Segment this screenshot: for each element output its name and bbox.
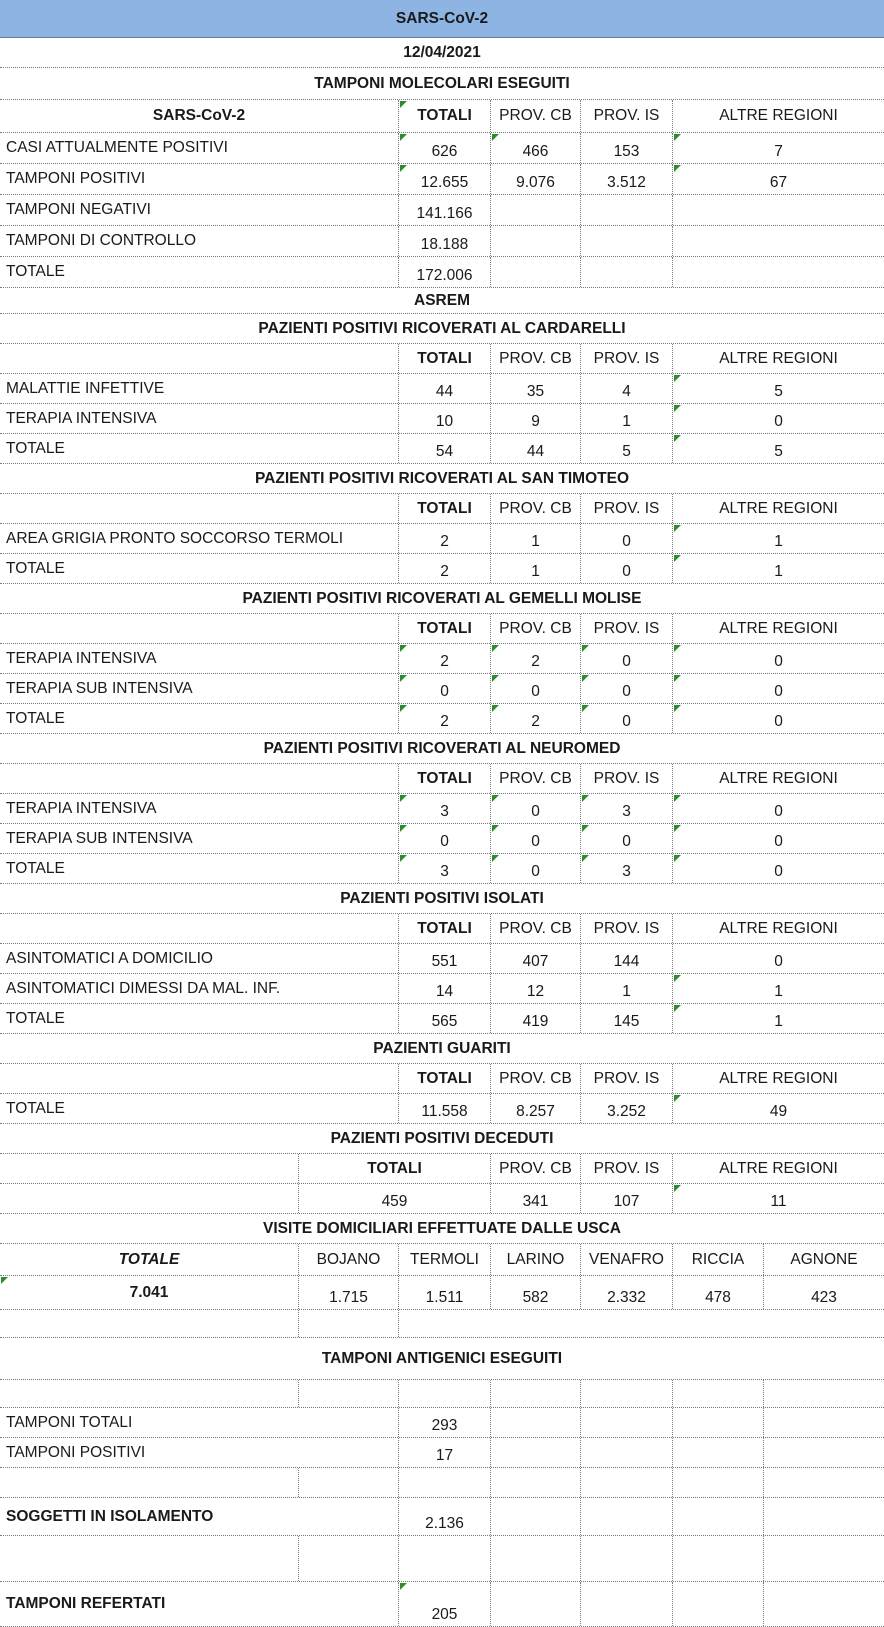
value-prov-is[interactable]: 0 xyxy=(580,554,672,583)
blank-cell[interactable] xyxy=(490,1380,580,1407)
value-totali[interactable]: 551 xyxy=(398,944,490,973)
column-header-row xyxy=(0,100,884,133)
header-prov-cb[interactable]: PROV. CB xyxy=(490,344,580,373)
title-row xyxy=(0,0,884,38)
section-neuromed-row xyxy=(0,734,884,764)
blank-cell[interactable] xyxy=(0,1536,298,1581)
blank-cell[interactable] xyxy=(763,1438,884,1467)
column-header-row xyxy=(0,614,884,644)
value-prov-cb[interactable]: 8.257 xyxy=(490,1094,580,1123)
empty-row xyxy=(0,1310,884,1338)
data-row xyxy=(0,404,884,434)
blank-cell[interactable] xyxy=(0,1184,298,1213)
value-altre-regioni[interactable]: 5 xyxy=(672,374,884,403)
data-row xyxy=(0,644,884,674)
section-isolati[interactable]: PAZIENTI POSITIVI ISOLATI xyxy=(340,889,544,907)
blank-cell[interactable] xyxy=(763,1582,884,1626)
header-altre-regioni[interactable]: ALTRE REGIONI xyxy=(672,1154,884,1183)
value-prov-is[interactable]: 144 xyxy=(580,944,672,973)
value-totali[interactable]: 11.558 xyxy=(398,1094,490,1123)
value-prov-is[interactable]: 5 xyxy=(580,434,672,463)
empty-row xyxy=(0,1536,884,1582)
value-altre-regioni[interactable]: 0 xyxy=(672,404,884,433)
blank-cell[interactable] xyxy=(580,1438,672,1467)
header-totali[interactable]: TOTALI xyxy=(398,344,490,373)
value-totali[interactable]: 54 xyxy=(398,434,490,463)
blank-cell[interactable] xyxy=(0,764,398,793)
value-altre-regioni[interactable]: 0 xyxy=(672,644,884,673)
usca-value-riccia[interactable]: 478 xyxy=(672,1276,763,1309)
usca-totale-label[interactable]: TOTALE xyxy=(118,1250,180,1268)
header-totali[interactable]: TOTALI xyxy=(398,914,490,943)
value-prov-is[interactable]: 3 xyxy=(580,794,672,823)
row-label[interactable]: TAMPONI POSITIVI xyxy=(6,170,146,187)
blank-cell[interactable] xyxy=(0,1380,298,1407)
value-prov-is[interactable]: 4 xyxy=(580,374,672,403)
value-prov-cb[interactable]: 0 xyxy=(490,794,580,823)
value-altre-regioni[interactable] xyxy=(672,195,884,225)
value-prov-is[interactable] xyxy=(580,226,672,256)
blank-cell[interactable] xyxy=(763,1468,884,1497)
row-label[interactable]: ASINTOMATICI A DOMICILIO xyxy=(6,949,213,967)
header-prov-cb[interactable]: PROV. CB xyxy=(490,614,580,643)
value-altre-regioni[interactable]: 0 xyxy=(672,854,884,883)
section-usca-row xyxy=(0,1214,884,1244)
header-totali[interactable]: TOTALI xyxy=(398,494,490,523)
usca-value-bojano[interactable]: 1.715 xyxy=(298,1276,398,1309)
usca-header-row xyxy=(0,1244,884,1276)
blank-cell[interactable] xyxy=(0,1154,298,1183)
row-label[interactable]: TOTALE xyxy=(6,559,65,577)
header-prov-cb[interactable]: PROV. CB xyxy=(490,914,580,943)
section-deceduti-row xyxy=(0,1124,884,1154)
value-altre-regioni[interactable] xyxy=(672,257,884,287)
blank-cell[interactable] xyxy=(490,1408,580,1437)
blank-cell[interactable] xyxy=(580,1408,672,1437)
value-altre-regioni[interactable] xyxy=(672,226,884,256)
value-altre-regioni[interactable]: 0 xyxy=(672,824,884,853)
empty-row-value[interactable] xyxy=(398,1468,490,1497)
section-deceduti[interactable]: PAZIENTI POSITIVI DECEDUTI xyxy=(330,1129,554,1147)
data-row xyxy=(0,854,884,884)
column-header-row xyxy=(0,1154,884,1184)
header-totali[interactable]: TOTALI xyxy=(398,100,490,132)
value-prov-is[interactable]: 1 xyxy=(580,974,672,1003)
blank-cell[interactable] xyxy=(490,1582,580,1626)
value-totali[interactable]: 3 xyxy=(398,854,490,883)
data-row xyxy=(0,226,884,257)
data-row xyxy=(0,824,884,854)
blank-cell[interactable] xyxy=(763,1380,884,1407)
blank-cell[interactable] xyxy=(298,1536,398,1581)
data-row xyxy=(0,1184,884,1214)
usca-place-riccia[interactable]: RICCIA xyxy=(672,1244,763,1275)
refertati-row-value[interactable]: 205 xyxy=(398,1582,490,1626)
value-altre-regioni[interactable]: 1 xyxy=(672,974,884,1003)
row-label[interactable]: TERAPIA INTENSIVA xyxy=(6,649,157,667)
tamponi-positivi-row xyxy=(0,1438,884,1468)
value-prov-is[interactable]: 0 xyxy=(580,674,672,703)
blank-cell[interactable] xyxy=(672,1438,763,1467)
blank-cell[interactable] xyxy=(763,1408,884,1437)
usca-place-termoli[interactable]: TERMOLI xyxy=(398,1244,490,1275)
header-altre-regioni[interactable]: ALTRE REGIONI xyxy=(672,344,884,373)
header-prov-cb[interactable]: PROV. CB xyxy=(490,1154,580,1183)
data-row xyxy=(0,794,884,824)
header-prov-is[interactable]: PROV. IS xyxy=(580,494,672,523)
value-totali[interactable]: 2 xyxy=(398,704,490,733)
value-prov-cb[interactable]: 407 xyxy=(490,944,580,973)
section-guariti-row xyxy=(0,1034,884,1064)
usca-value-agnone[interactable]: 423 xyxy=(763,1276,884,1309)
header-totali[interactable]: TOTALI xyxy=(398,764,490,793)
blank-cell[interactable] xyxy=(0,344,398,373)
blank-cell[interactable] xyxy=(0,914,398,943)
value-totali[interactable]: 2 xyxy=(398,554,490,583)
data-row xyxy=(0,554,884,584)
value-prov-is[interactable]: 0 xyxy=(580,824,672,853)
value-totali[interactable]: 0 xyxy=(398,674,490,703)
header-prov-is[interactable]: PROV. IS xyxy=(580,100,672,132)
header-altre-regioni[interactable]: ALTRE REGIONI xyxy=(672,614,884,643)
value-totali[interactable]: 2 xyxy=(398,524,490,553)
section-molecolari-row xyxy=(0,68,884,100)
blank-cell[interactable] xyxy=(0,614,398,643)
data-row xyxy=(0,164,884,195)
blank-cell[interactable] xyxy=(580,1468,672,1497)
row-label[interactable]: TERAPIA SUB INTENSIVA xyxy=(6,829,193,847)
blank-cell[interactable] xyxy=(398,1310,490,1337)
row-label[interactable]: TOTALE xyxy=(6,263,65,280)
value-totali[interactable]: 44 xyxy=(398,374,490,403)
tamponi-totali-row xyxy=(0,1408,884,1438)
header-prov-cb[interactable]: PROV. CB xyxy=(490,1064,580,1093)
blank-cell[interactable] xyxy=(298,1380,398,1407)
value-altre-regioni[interactable]: 0 xyxy=(672,944,884,973)
data-row xyxy=(0,974,884,1004)
data-row xyxy=(0,133,884,164)
section-gemelli-molise-row xyxy=(0,584,884,614)
usca-place-bojano[interactable]: BOJANO xyxy=(298,1244,398,1275)
column-header-row xyxy=(0,764,884,794)
section-cardarelli[interactable]: PAZIENTI POSITIVI RICOVERATI AL CARDARELLI xyxy=(258,319,626,337)
section-molecolari[interactable]: TAMPONI MOLECOLARI ESEGUITI xyxy=(314,74,570,92)
value-prov-cb[interactable]: 44 xyxy=(490,434,580,463)
data-row xyxy=(0,524,884,554)
column-header-row xyxy=(0,1064,884,1094)
blank-cell[interactable] xyxy=(672,1498,763,1535)
section-san-timoteo-row xyxy=(0,464,884,494)
blank-cell[interactable] xyxy=(672,1536,763,1581)
sheet-title[interactable]: SARS-CoV-2 xyxy=(395,9,489,27)
row-label[interactable]: ASINTOMATICI DIMESSI DA MAL. INF. xyxy=(6,979,281,997)
data-row xyxy=(0,257,884,288)
blank-cell[interactable] xyxy=(580,1380,672,1407)
value-prov-cb[interactable]: 12 xyxy=(490,974,580,1003)
value-prov-cb[interactable] xyxy=(490,195,580,225)
tamponi-totali-row-value[interactable]: 293 xyxy=(398,1408,490,1437)
header-prov-cb[interactable]: PROV. CB xyxy=(490,494,580,523)
tamponi-positivi-row-value[interactable]: 17 xyxy=(398,1438,490,1467)
blank-cell[interactable] xyxy=(490,1438,580,1467)
blank-cell[interactable] xyxy=(490,1536,580,1581)
empty-row xyxy=(0,1468,884,1498)
value-prov-is[interactable] xyxy=(580,257,672,287)
data-row xyxy=(0,1004,884,1034)
row-label[interactable]: TOTALE xyxy=(6,1009,65,1027)
row-label[interactable]: TERAPIA INTENSIVA xyxy=(6,799,157,817)
header-prov-is[interactable]: PROV. IS xyxy=(580,914,672,943)
blank-cell[interactable] xyxy=(0,1468,298,1497)
value-prov-is[interactable]: 153 xyxy=(580,133,672,163)
data-row xyxy=(0,674,884,704)
value-totali[interactable]: 626 xyxy=(398,133,490,163)
value-totali[interactable]: 141.166 xyxy=(398,195,490,225)
value-prov-cb[interactable]: 0 xyxy=(490,674,580,703)
row-label[interactable]: TOTALE xyxy=(6,859,65,877)
column-header-row xyxy=(0,914,884,944)
row-label[interactable]: TAMPONI NEGATIVI xyxy=(6,201,151,218)
column-header-row xyxy=(0,494,884,524)
value-altre-regioni[interactable]: 11 xyxy=(672,1184,884,1213)
header-prov-cb[interactable]: PROV. CB xyxy=(490,764,580,793)
value-prov-is[interactable] xyxy=(580,195,672,225)
value-prov-cb[interactable] xyxy=(490,257,580,287)
column-header-row xyxy=(0,344,884,374)
value-altre-regioni[interactable]: 1 xyxy=(672,554,884,583)
blank-cell[interactable] xyxy=(672,1468,763,1497)
value-prov-cb[interactable]: 35 xyxy=(490,374,580,403)
blank-cell[interactable] xyxy=(580,1498,672,1535)
value-prov-cb[interactable]: 9.076 xyxy=(490,164,580,194)
value-prov-is[interactable]: 1 xyxy=(580,404,672,433)
value-prov-cb[interactable]: 419 xyxy=(490,1004,580,1033)
value-altre-regioni[interactable]: 49 xyxy=(672,1094,884,1123)
section-neuromed[interactable]: PAZIENTI POSITIVI RICOVERATI AL NEUROMED xyxy=(263,739,621,757)
row-label[interactable]: TOTALE xyxy=(6,439,65,457)
header-prov-cb[interactable]: PROV. CB xyxy=(490,100,580,132)
blank-cell[interactable] xyxy=(672,1582,763,1626)
row-label[interactable]: CASI ATTUALMENTE POSITIVI xyxy=(6,139,228,156)
row-label[interactable]: MALATTIE INFETTIVE xyxy=(6,379,165,397)
usca-value-larino[interactable]: 582 xyxy=(490,1276,580,1309)
section-antigenici-row xyxy=(0,1338,884,1380)
section-usca[interactable]: VISITE DOMICILIARI EFFETTUATE DALLE USCA xyxy=(263,1219,621,1237)
header-prov-is[interactable]: PROV. IS xyxy=(580,1154,672,1183)
refertati-row xyxy=(0,1582,884,1627)
section-isolati-row xyxy=(0,884,884,914)
value-prov-cb[interactable]: 1 xyxy=(490,554,580,583)
value-prov-cb[interactable]: 2 xyxy=(490,644,580,673)
value-prov-is[interactable]: 3.252 xyxy=(580,1094,672,1123)
value-prov-cb[interactable]: 341 xyxy=(490,1184,580,1213)
value-totali[interactable]: 3 xyxy=(398,794,490,823)
empty-row-value[interactable] xyxy=(398,1380,490,1407)
header-totali[interactable]: TOTALI xyxy=(298,1154,490,1183)
data-row xyxy=(0,374,884,404)
value-totali[interactable]: 565 xyxy=(398,1004,490,1033)
blank-cell[interactable] xyxy=(672,1380,763,1407)
header-prov-is[interactable]: PROV. IS xyxy=(580,344,672,373)
blank-cell[interactable] xyxy=(763,1498,884,1535)
value-prov-cb[interactable]: 2 xyxy=(490,704,580,733)
blank-cell[interactable] xyxy=(763,1536,884,1581)
row-label[interactable]: TOTALE xyxy=(6,709,65,727)
row-label[interactable]: TOTALE xyxy=(6,1099,65,1117)
value-prov-is[interactable]: 3.512 xyxy=(580,164,672,194)
value-totali[interactable]: 172.006 xyxy=(398,257,490,287)
usca-place-agnone[interactable]: AGNONE xyxy=(763,1244,884,1275)
value-prov-cb[interactable]: 0 xyxy=(490,854,580,883)
value-totali[interactable]: 0 xyxy=(398,824,490,853)
usca-place-venafro[interactable]: VENAFRO xyxy=(580,1244,672,1275)
usca-value-termoli[interactable]: 1.511 xyxy=(398,1276,490,1309)
header-totali[interactable]: TOTALI xyxy=(398,614,490,643)
blank-cell[interactable] xyxy=(580,1582,672,1626)
blank-cell[interactable] xyxy=(672,1408,763,1437)
asrem-label[interactable]: ASREM xyxy=(414,291,470,309)
blank-cell[interactable] xyxy=(580,1536,672,1581)
data-row xyxy=(0,944,884,974)
usca-total-value[interactable]: 7.041 xyxy=(0,1276,298,1309)
section-san-timoteo[interactable]: PAZIENTI POSITIVI RICOVERATI AL SAN TIMOTEO xyxy=(254,469,630,487)
value-altre-regioni[interactable]: 7 xyxy=(672,133,884,163)
value-prov-is[interactable]: 145 xyxy=(580,1004,672,1033)
refertati-row-label[interactable]: TAMPONI REFERTATI xyxy=(6,1595,166,1612)
row-label[interactable]: TERAPIA SUB INTENSIVA xyxy=(6,679,193,697)
blank-cell[interactable] xyxy=(0,494,398,523)
header-prov-is[interactable]: PROV. IS xyxy=(580,1064,672,1093)
empty-row-value[interactable] xyxy=(398,1536,490,1581)
tamponi-totali-row-label[interactable]: TAMPONI TOTALI xyxy=(6,1413,133,1431)
data-row xyxy=(0,1094,884,1124)
row-label[interactable]: TERAPIA INTENSIVA xyxy=(6,409,157,427)
isolamento-row-value[interactable]: 2.136 xyxy=(398,1498,490,1535)
section-guariti[interactable]: PAZIENTI GUARITI xyxy=(373,1039,511,1057)
data-row xyxy=(0,704,884,734)
value-altre-regioni[interactable]: 0 xyxy=(672,674,884,703)
blank-cell[interactable] xyxy=(298,1310,398,1337)
row-label[interactable]: AREA GRIGIA PRONTO SOCCORSO TERMOLI xyxy=(6,529,344,547)
row-label[interactable]: TAMPONI DI CONTROLLO xyxy=(6,232,197,249)
isolamento-row xyxy=(0,1498,884,1536)
header-altre-regioni[interactable]: ALTRE REGIONI xyxy=(672,100,884,132)
blank-cell[interactable] xyxy=(490,1498,580,1535)
value-prov-is[interactable]: 107 xyxy=(580,1184,672,1213)
section-cardarelli-row xyxy=(0,314,884,344)
header-totali[interactable]: TOTALI xyxy=(398,1064,490,1093)
header-prov-is[interactable]: PROV. IS xyxy=(580,764,672,793)
value-totali[interactable]: 2 xyxy=(398,644,490,673)
value-altre-regioni[interactable]: 5 xyxy=(672,434,884,463)
value-totali[interactable]: 12.655 xyxy=(398,164,490,194)
header-sars[interactable]: SARS-CoV-2 xyxy=(152,107,246,124)
value-prov-cb[interactable]: 1 xyxy=(490,524,580,553)
section-gemelli-molise[interactable]: PAZIENTI POSITIVI RICOVERATI AL GEMELLI MOLISE xyxy=(242,589,642,607)
value-totali[interactable]: 18.188 xyxy=(398,226,490,256)
header-prov-is[interactable]: PROV. IS xyxy=(580,614,672,643)
usca-value-venafro[interactable]: 2.332 xyxy=(580,1276,672,1309)
isolamento-row-label[interactable]: SOGGETTI IN ISOLAMENTO xyxy=(6,1507,214,1525)
blank-cell[interactable] xyxy=(298,1468,398,1497)
usca-values-row xyxy=(0,1276,884,1310)
header-altre-regioni[interactable]: ALTRE REGIONI xyxy=(672,914,884,943)
value-prov-cb[interactable]: 9 xyxy=(490,404,580,433)
data-row xyxy=(0,434,884,464)
report-date-row xyxy=(0,38,884,68)
asrem-label-row xyxy=(0,288,884,314)
empty-row xyxy=(0,1380,884,1408)
value-altre-regioni[interactable]: 1 xyxy=(672,524,884,553)
header-altre-regioni[interactable]: ALTRE REGIONI xyxy=(672,764,884,793)
value-totali[interactable]: 10 xyxy=(398,404,490,433)
header-altre-regioni[interactable]: ALTRE REGIONI xyxy=(672,1064,884,1093)
value-prov-is[interactable]: 3 xyxy=(580,854,672,883)
value-altre-regioni[interactable]: 67 xyxy=(672,164,884,194)
data-row xyxy=(0,195,884,226)
value-prov-is[interactable]: 0 xyxy=(580,704,672,733)
blank-cell[interactable] xyxy=(0,1064,398,1093)
value-prov-is[interactable]: 0 xyxy=(580,524,672,553)
blank-cell[interactable] xyxy=(490,1468,580,1497)
value-altre-regioni[interactable]: 0 xyxy=(672,704,884,733)
report-date[interactable]: 12/04/2021 xyxy=(403,43,481,61)
value-totali[interactable]: 14 xyxy=(398,974,490,1003)
value-prov-cb[interactable]: 466 xyxy=(490,133,580,163)
tamponi-positivi-row-label[interactable]: TAMPONI POSITIVI xyxy=(6,1443,146,1461)
usca-place-larino[interactable]: LARINO xyxy=(490,1244,580,1275)
value-prov-is[interactable]: 0 xyxy=(580,644,672,673)
header-altre-regioni[interactable]: ALTRE REGIONI xyxy=(672,494,884,523)
section-antigenici[interactable]: TAMPONI ANTIGENICI ESEGUITI xyxy=(321,1349,563,1367)
value-altre-regioni[interactable]: 1 xyxy=(672,1004,884,1033)
value-prov-cb[interactable]: 0 xyxy=(490,824,580,853)
value-altre-regioni[interactable]: 0 xyxy=(672,794,884,823)
value-prov-cb[interactable] xyxy=(490,226,580,256)
value-totali[interactable]: 459 xyxy=(298,1184,490,1213)
